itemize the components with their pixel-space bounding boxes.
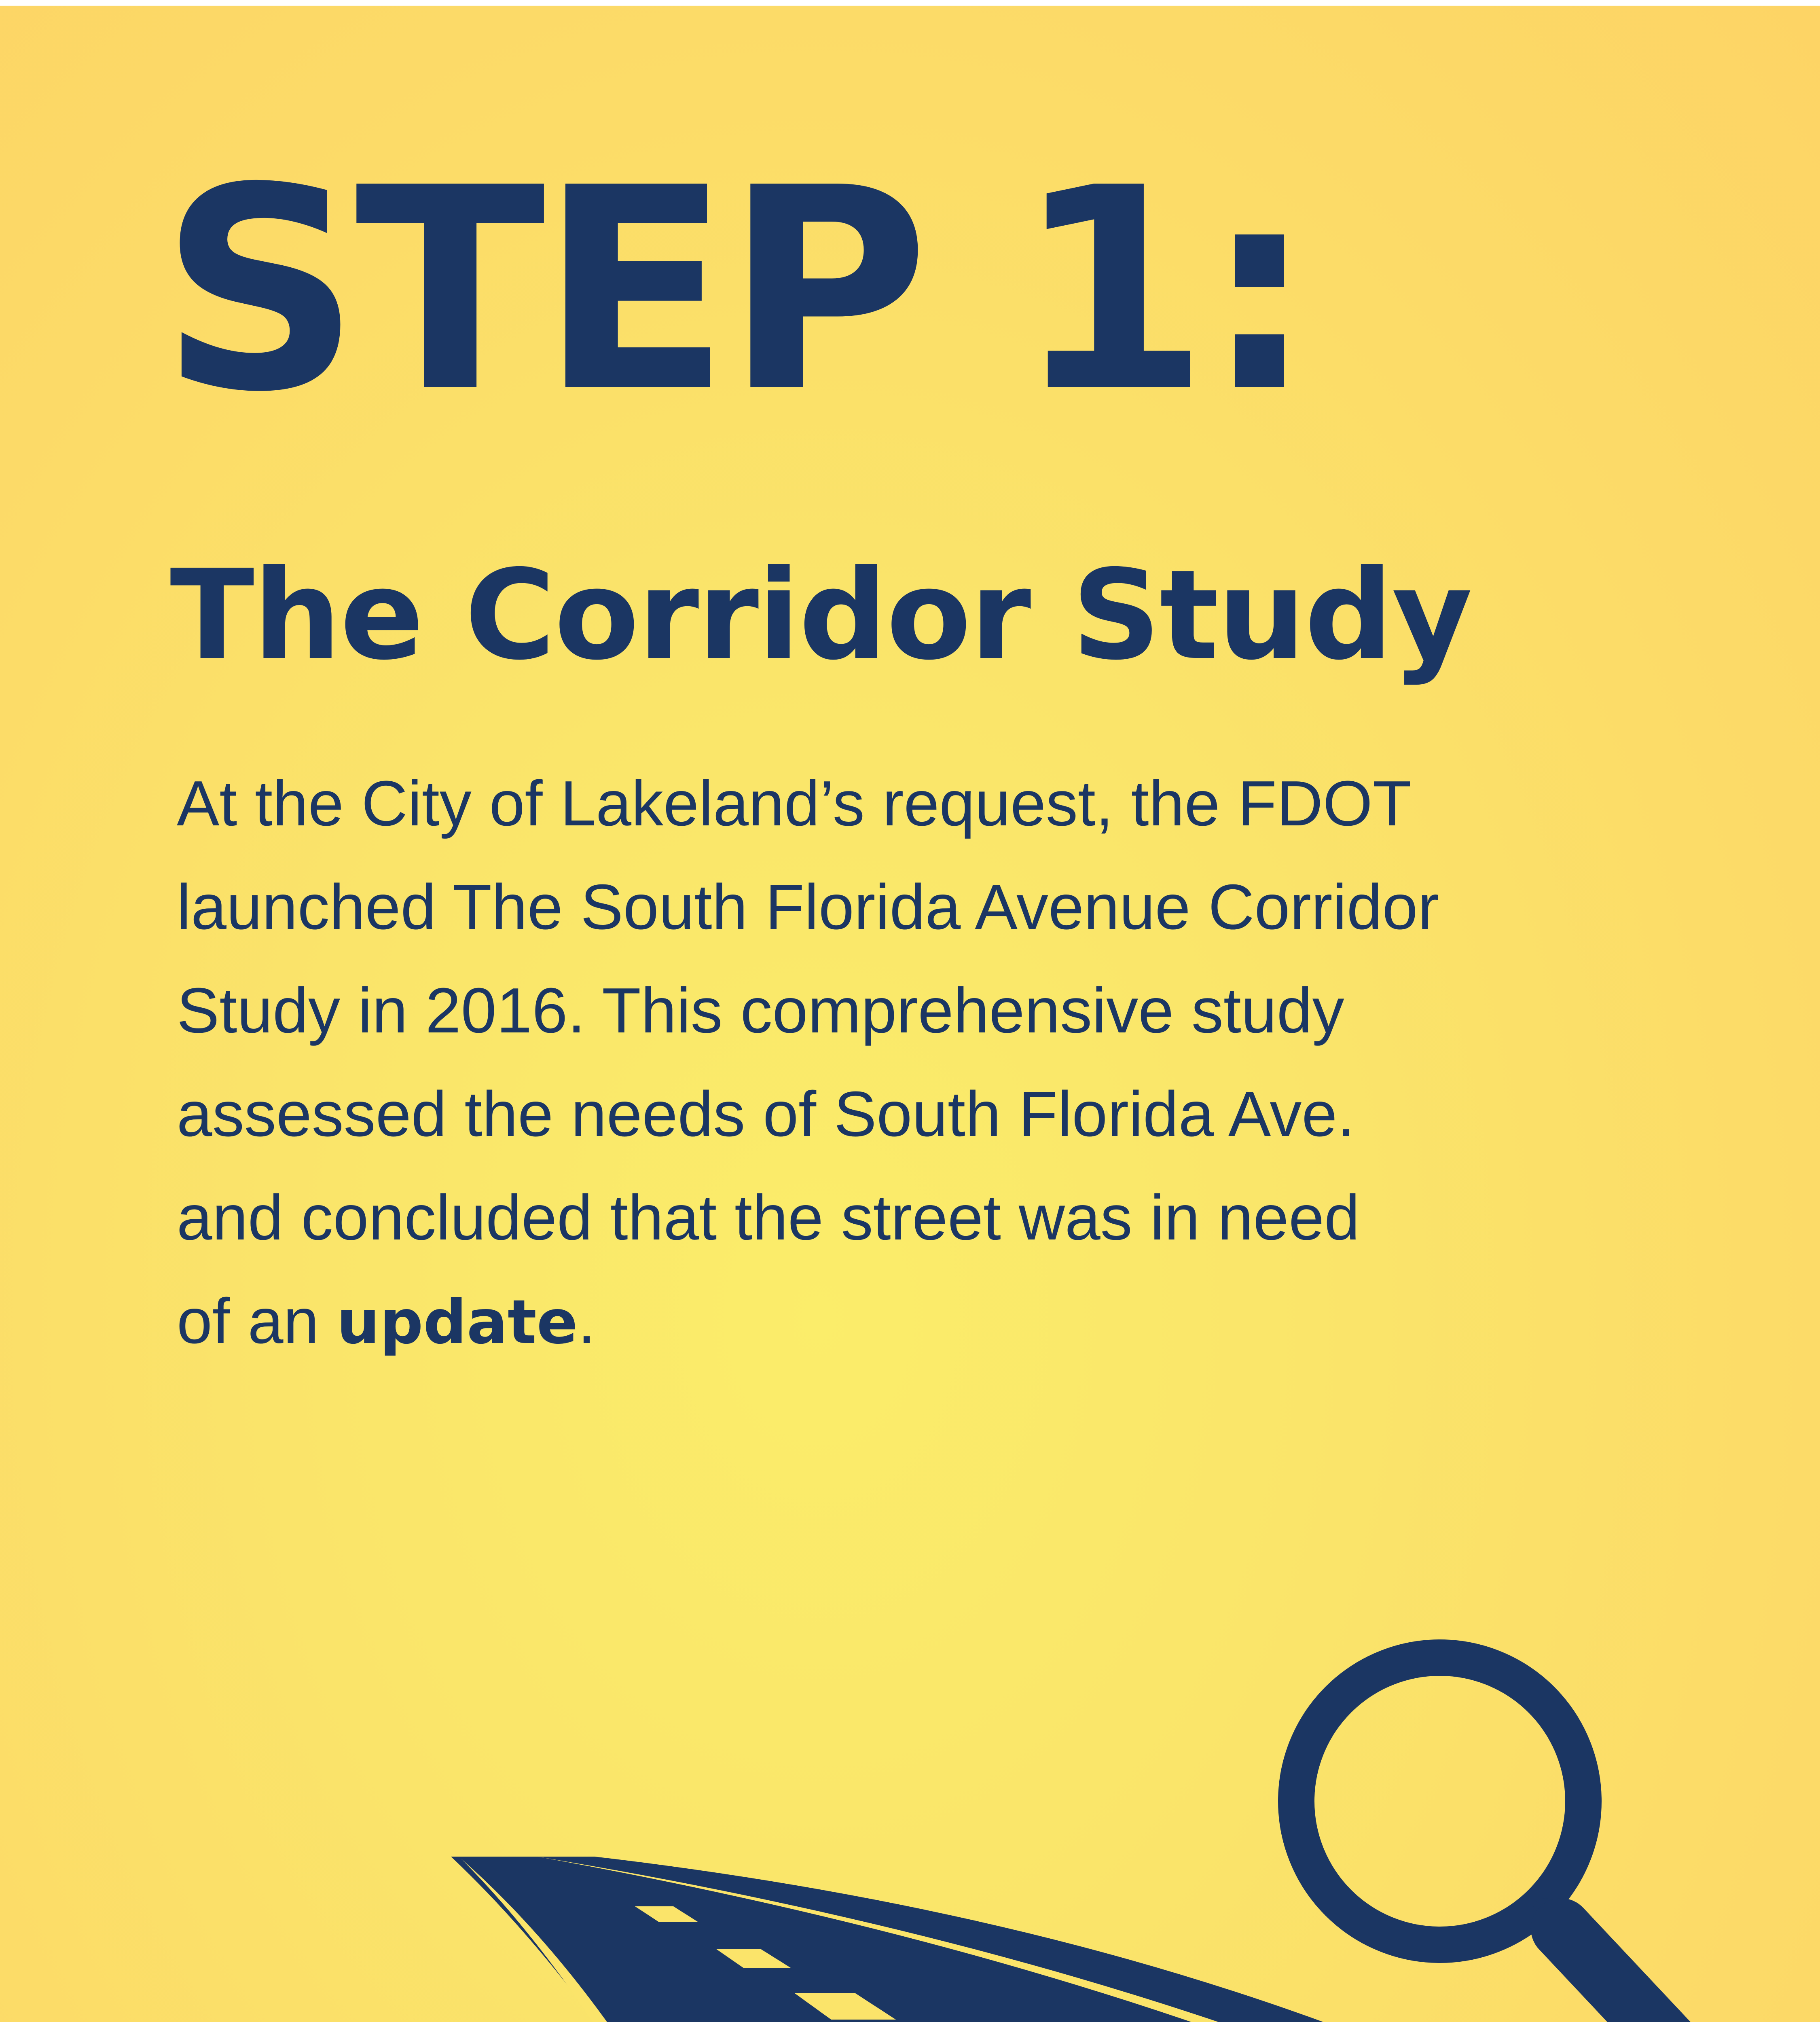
body-line: launched The South Florida Avenue Corridor [177, 871, 1439, 943]
body-line: Study in 2016. This comprehensive study [177, 975, 1344, 1046]
body-line: assessed the needs of South Florida Ave. [177, 1079, 1355, 1150]
body-line: and concluded that the street was in need [177, 1182, 1360, 1253]
body-line: At the City of Lakeland’s request, the FDOT [177, 768, 1412, 839]
body-text-prefix: of an [177, 1286, 337, 1357]
section-title: The Corridor Study [170, 544, 1471, 687]
magnifying-glass-icon [1296, 1658, 1687, 2022]
poster [0, 6, 1820, 2022]
step-title: STEP 1: [160, 128, 1310, 453]
illustration [0, 6, 1820, 2022]
body-emphasis: update [336, 1287, 578, 1358]
body-text-suffix: . [578, 1286, 596, 1357]
